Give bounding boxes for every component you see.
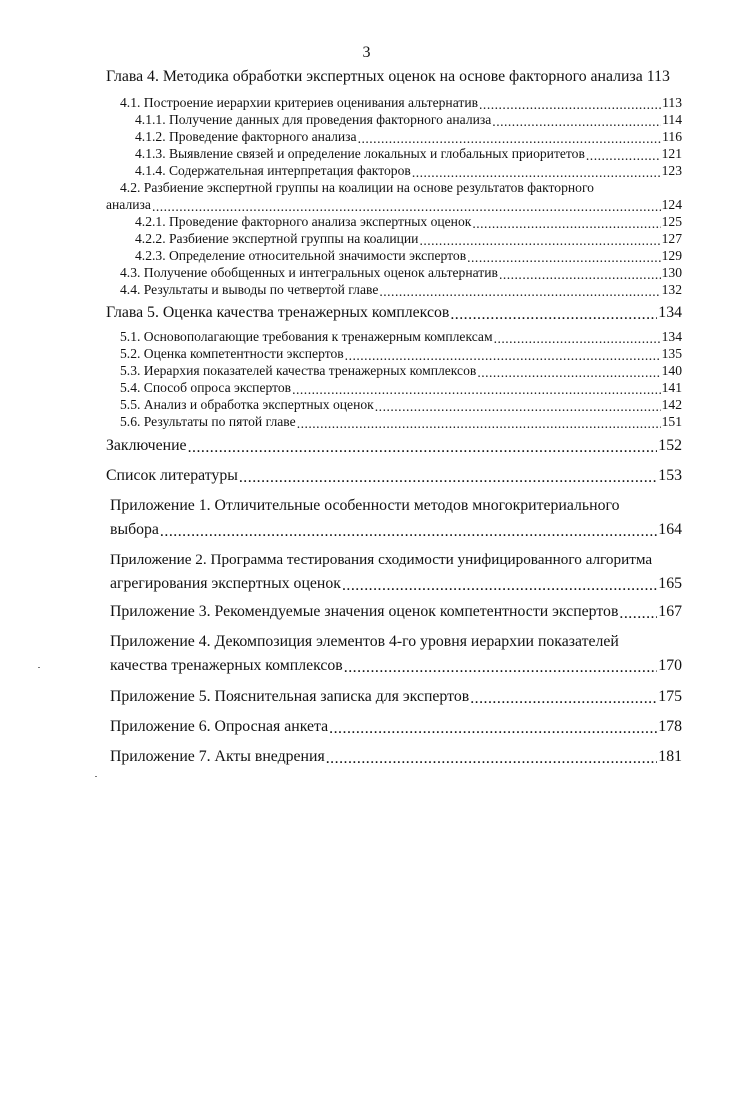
toc-title: 4.1.2. Проведение факторного анализа [135,129,357,144]
toc-page: 142 [661,397,682,412]
toc-page: 170 [658,657,682,674]
toc-page: 134 [658,304,682,321]
scan-mark [38,667,40,668]
toc-entry-appendix-4 [110,657,682,675]
toc-title: 5.2. Оценка компетентности экспертов [120,346,344,361]
toc-entry-chapter-5 [106,304,682,322]
toc-entry-4-2-1 [135,214,682,230]
toc-title: 5.5. Анализ и обработка экспертных оценок [120,397,374,412]
toc-page: 125 [661,214,682,229]
toc-title: 4.1.4. Содержательная интерпретация факторов [135,163,411,178]
leader-dots [450,306,657,322]
toc-title: анализа [106,197,151,212]
toc-entry-references [106,467,682,485]
toc-title: 4.1.1. Получение данных для проведения факторного анализа [135,112,492,127]
toc-entry-appendix-7 [110,748,682,766]
leader-dots [345,348,661,362]
toc-page: 113 [646,68,670,85]
toc-entry-chapter-4 [106,68,682,86]
toc-entry-4-1-4 [135,163,682,179]
leader-dots [477,365,660,379]
toc-title: Глава 5. Оценка качества тренажерных комплексов [106,304,450,321]
toc-title: 4.4. Результаты и выводы по четвертой главе [120,282,379,297]
leader-dots [160,523,657,539]
toc-entry-5-1 [120,329,682,345]
leader-dots [472,216,660,230]
leader-dots [479,97,661,111]
toc-entry-appendix-1 [110,521,682,539]
leader-dots [619,605,657,621]
toc-title: Список литературы [106,467,238,484]
toc-entry-appendix-2-line1: Приложение 2. Программа тестирования сходимости унифицированного алгоритма [110,551,653,568]
toc-entry-4-1-1 [135,112,682,128]
leader-dots [419,233,660,247]
toc-entry-4-3 [120,265,682,281]
leader-dots [342,577,657,593]
toc-entry-appendix-4-line1: Приложение 4. Декомпозиция элементов 4-го уровня иерархии показателей [110,633,619,650]
toc-page: 114 [662,112,682,127]
leader-dots [470,690,657,706]
toc-page: 123 [661,163,682,178]
scan-mark [95,776,97,777]
toc-page: 165 [658,575,682,592]
toc-entry-4-2-2 [135,231,682,247]
toc-entry-5-3 [120,363,682,379]
toc-title: 4.3. Получение обобщенных и интегральных оценок альтернатив [120,265,498,280]
toc-entry-5-2 [120,346,682,362]
toc-title: 5.1. Основополагающие требования к тренажерным комплексам [120,329,493,344]
toc-page: 132 [661,282,682,297]
toc-title: 5.6. Результаты по пятой главе [120,414,296,429]
toc-title: 4.2.3. Определение относительной значимости экспертов [135,248,467,263]
leader-dots [358,131,662,145]
toc-entry-4-2-line1: 4.2. Разбиение экспертной группы на коалиции на основе результатов факторного [120,180,594,195]
toc-title: Приложение 6. Опросная анкета [110,718,329,735]
toc-page: 153 [658,467,682,484]
toc-entry-conclusion [106,437,682,455]
toc-page: 178 [658,718,682,735]
toc-page: 113 [662,95,682,110]
toc-title: Заключение [106,437,187,454]
leader-dots [329,720,657,736]
toc-title: 4.2.2. Разбиение экспертной группы на коалиции [135,231,419,246]
toc-page: 152 [658,437,682,454]
toc-title: 5.3. Иерархия показателей качества тренажерных комплексов [120,363,477,378]
leader-dots [499,267,661,281]
toc-entry-appendix-6 [110,718,682,736]
toc-page: 135 [661,346,682,361]
toc-title: качества тренажерных комплексов [110,657,343,674]
page-number: 3 [362,44,371,61]
toc-entry-appendix-5 [110,688,682,706]
leader-dots [326,750,658,766]
toc-entry-appendix-1-line1: Приложение 1. Отличительные особенности методов многокритериального [110,497,620,514]
toc-page: 121 [661,146,682,161]
toc-page: 124 [661,197,682,212]
toc-page: 151 [661,414,682,429]
toc-title: выбора [110,521,159,538]
toc-title: 4.1. Построение иерархии критериев оценивания альтернатив [120,95,479,110]
toc-page: 127 [661,231,682,246]
leader-dots [297,416,661,430]
toc-page: 167 [658,603,682,620]
leader-dots [375,399,661,413]
toc-page: 130 [661,265,682,280]
toc-entry-appendix-2 [110,575,682,593]
leader-dots [586,148,661,162]
leader-dots [412,165,661,179]
toc-page: 181 [658,748,682,765]
toc-page: 129 [661,248,682,263]
leader-dots [152,199,661,213]
toc-title: агрегирования экспертных оценок [110,575,341,592]
toc-page: 140 [661,363,682,378]
leader-dots [467,250,660,264]
leader-dots [492,114,661,128]
toc-entry-4-2 [106,197,682,213]
toc-title: Приложение 7. Акты внедрения [110,748,325,765]
toc-title: Глава 4. Методика обработки экспертных оценок на основе факторного анализа [106,68,643,85]
toc-title: Приложение 5. Пояснительная записка для экспертов [110,688,470,705]
toc-entry-4-4 [120,282,682,298]
toc-entry-4-2-3 [135,248,682,264]
leader-dots [188,439,658,455]
toc-page: 134 [661,329,682,344]
toc-page: 141 [661,380,682,395]
toc-title: Приложение 3. Рекомендуемые значения оценок компетентности экспертов [110,603,619,620]
toc-entry-4-1 [120,95,682,111]
toc-entry-5-5 [120,397,682,413]
toc-entry-appendix-3 [110,603,682,621]
toc-title: 4.2.1. Проведение факторного анализа экспертных оценок [135,214,472,229]
toc-page: 116 [662,129,682,144]
leader-dots [292,382,661,396]
toc-title: 5.4. Способ опроса экспертов [120,380,292,395]
leader-dots [494,331,661,345]
toc-page: 164 [658,521,682,538]
toc-entry-5-6 [120,414,682,430]
leader-dots [239,469,657,485]
toc-entry-5-4 [120,380,682,396]
toc-title: 4.1.3. Выявление связей и определение локальных и глобальных приоритетов [135,146,585,161]
toc-entry-4-1-2 [135,129,682,145]
leader-dots [379,284,660,298]
toc-page: 175 [658,688,682,705]
toc-entry-4-1-3 [135,146,682,162]
leader-dots [344,659,658,675]
